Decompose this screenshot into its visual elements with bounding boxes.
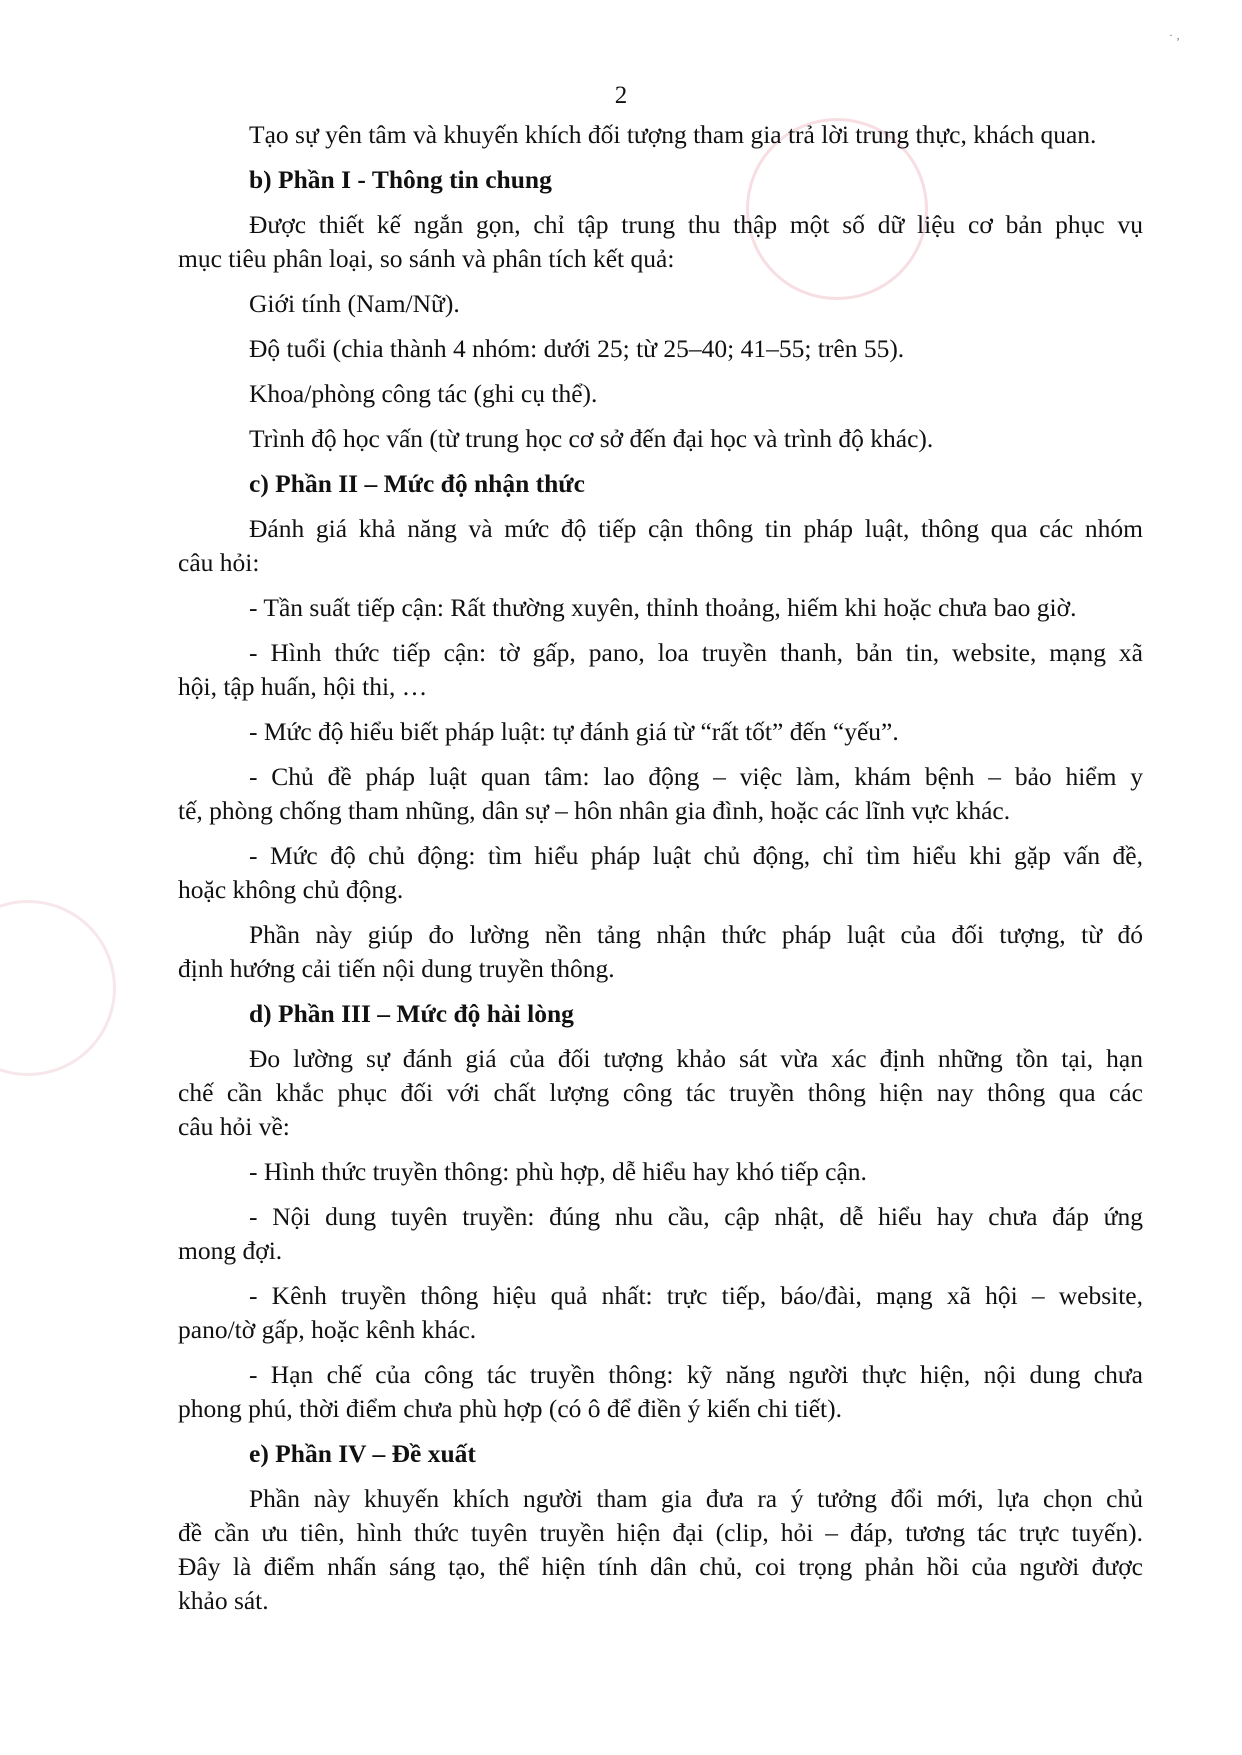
paragraph-line: Đánh giá khả năng và mức độ tiếp cận thông tin pháp luật, thông qua các nhóm [249,514,1143,543]
paragraph-line: - Mức độ hiểu biết pháp luật: tự đánh giá từ “rất tốt” đến “yếu”. [249,717,899,746]
paragraph-line: - Hạn chế của công tác truyền thông: kỹ năng người thực hiện, nội dung chưa [249,1360,1143,1389]
paragraph-line: - Hình thức tiếp cận: tờ gấp, pano, loa truyền thanh, bản tin, website, mạng xã [249,638,1143,667]
paragraph-line: định hướng cải tiến nội dung truyền thông. [178,954,615,983]
stamp-seal-left [0,900,116,1076]
section-heading: e) Phần IV – Đề xuất [249,1439,476,1468]
paragraph-line: Độ tuổi (chia thành 4 nhóm: dưới 25; từ 25–40; 41–55; trên 55). [249,334,905,363]
paragraph-line: hội, tập huấn, hội thi, … [178,672,428,701]
paragraph-line: Phần này khuyến khích người tham gia đưa ra ý tưởng đổi mới, lựa chọn chủ [249,1484,1143,1513]
page-number: 2 [614,82,628,109]
paragraph-line: phong phú, thời điểm chưa phù hợp (có ô để điền ý kiến chi tiết). [178,1394,842,1423]
paragraph-line: - Kênh truyền thông hiệu quả nhất: trực tiếp, báo/đài, mạng xã hội – website, [249,1281,1143,1310]
paragraph-line: - Mức độ chủ động: tìm hiểu pháp luật chủ động, chỉ tìm hiểu khi gặp vấn đề, [249,841,1143,870]
body-text [178,118,1143,1618]
paragraph-line: Giới tính (Nam/Nữ). [249,289,460,318]
paragraph-line: mong đợi. [178,1236,283,1265]
paragraph-line: - Hình thức truyền thông: phù hợp, dễ hiểu hay khó tiếp cận. [249,1157,867,1186]
paragraph-line: câu hỏi về: [178,1112,290,1141]
paragraph-line: Khoa/phòng công tác (ghi cụ thể). [249,379,598,408]
paragraph-line: khảo sát. [178,1586,269,1615]
paragraph-line: tế, phòng chống tham nhũng, dân sự – hôn nhân gia đình, hoặc các lĩnh vực khác. [178,796,1011,825]
paragraph-line: - Nội dung tuyên truyền: đúng nhu cầu, cập nhật, dễ hiểu hay chưa đáp ứng [249,1202,1143,1231]
paragraph-line: Đây là điểm nhấn sáng tạo, thể hiện tính dân chủ, coi trọng phản hồi của người được [178,1552,1143,1581]
paragraph-line: đề cần ưu tiên, hình thức tuyên truyền hiện đại (clip, hỏi – đáp, tương tác trực tuyến). [178,1518,1143,1547]
paragraph-line: Tạo sự yên tâm và khuyến khích đối tượng tham gia trả lời trung thực, khách quan. [249,120,1097,149]
paragraph-line: hoặc không chủ động. [178,875,404,904]
section-heading: c) Phần II – Mức độ nhận thức [249,469,585,498]
paragraph-line: chế cần khắc phục đối với chất lượng công tác truyền thông hiện nay thông qua các [178,1078,1143,1107]
paragraph-line: Được thiết kế ngắn gọn, chỉ tập trung thu thập một số dữ liệu cơ bản phục vụ [249,210,1143,239]
scan-mark: · ‚ [1169,28,1180,42]
paragraph-line: Đo lường sự đánh giá của đối tượng khảo sát vừa xác định những tồn tại, hạn [249,1044,1143,1073]
section-heading: b) Phần I - Thông tin chung [249,165,552,194]
section-heading: d) Phần III – Mức độ hài lòng [249,999,574,1028]
paragraph-line: Trình độ học vấn (từ trung học cơ sở đến đại học và trình độ khác). [249,424,934,453]
paragraph-line: mục tiêu phân loại, so sánh và phân tích kết quả: [178,244,675,273]
paragraph-line: câu hỏi: [178,548,260,577]
paragraph-line: pano/tờ gấp, hoặc kênh khác. [178,1315,477,1344]
paragraph-line: Phần này giúp đo lường nền tảng nhận thức pháp luật của đối tượng, từ đó [249,920,1143,949]
paragraph-line: - Chủ đề pháp luật quan tâm: lao động – việc làm, khám bệnh – bảo hiểm y [249,762,1143,791]
paragraph-line: - Tần suất tiếp cận: Rất thường xuyên, thỉnh thoảng, hiếm khi hoặc chưa bao giờ. [249,593,1077,622]
